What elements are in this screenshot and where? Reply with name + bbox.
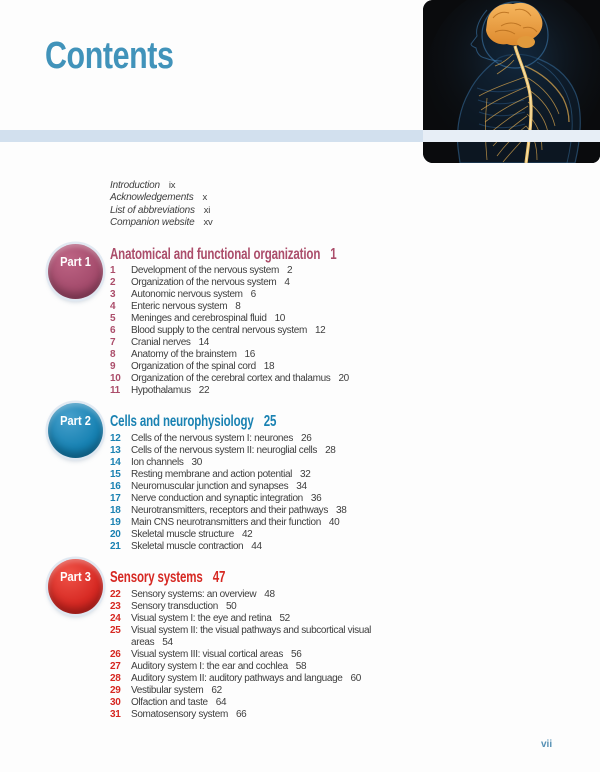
chapter-list bbox=[110, 589, 391, 721]
chapter-row bbox=[110, 541, 391, 553]
part-heading bbox=[110, 246, 337, 263]
chapter-number: 17 bbox=[110, 493, 121, 504]
chapter-row bbox=[110, 613, 391, 625]
chapter-title: Auditory system II: auditory pathways and language bbox=[131, 673, 343, 684]
part-badge-label: Part 1 bbox=[60, 254, 91, 269]
chapter-row bbox=[110, 709, 391, 721]
chapter-title: Nerve conduction and synaptic integration bbox=[131, 493, 303, 504]
chapter-page-number: 44 bbox=[251, 541, 262, 552]
chapter-row bbox=[110, 337, 391, 349]
front-matter-label: Companion website bbox=[110, 217, 195, 229]
chapter-title: Main CNS neurotransmitters and their function bbox=[131, 517, 321, 528]
chapter-row bbox=[110, 673, 391, 685]
part-page-number: 47 bbox=[212, 569, 226, 586]
chapter-row bbox=[110, 313, 391, 325]
chapter-title: Resting membrane and action potential bbox=[131, 469, 293, 480]
chapter-page-number: 20 bbox=[338, 373, 349, 384]
chapter-title: Visual system III: visual cortical areas bbox=[131, 649, 283, 660]
chapter-number: 10 bbox=[110, 373, 121, 384]
chapter-number: 27 bbox=[110, 661, 121, 672]
chapter-row bbox=[110, 517, 391, 529]
divider-bar-highlight bbox=[423, 130, 600, 142]
chapter-row bbox=[110, 649, 391, 661]
chapter-number: 15 bbox=[110, 469, 121, 480]
chapter-page-number: 8 bbox=[235, 301, 241, 312]
chapter-number: 9 bbox=[110, 361, 116, 372]
chapter-page-number: 14 bbox=[198, 337, 210, 348]
chapter-row bbox=[110, 601, 391, 613]
chapter-title: Visual system I: the eye and retina bbox=[131, 613, 272, 624]
front-matter-page-number: xv bbox=[203, 217, 213, 229]
part-1-badge bbox=[48, 244, 103, 299]
chapter-row bbox=[110, 625, 391, 649]
chapter-page-number: 4 bbox=[284, 277, 290, 288]
chapter-title: Organization of the cerebral cortex and thalamus bbox=[131, 373, 331, 384]
chapter-page-number: 22 bbox=[198, 385, 210, 396]
page-title: Contents bbox=[45, 35, 174, 77]
chapter-page-number: 6 bbox=[250, 289, 256, 300]
front-matter-item bbox=[110, 192, 213, 204]
chapter-title: Autonomic nervous system bbox=[131, 289, 243, 300]
chapter-title: Cells of the nervous system II: neuroglial cells bbox=[131, 445, 318, 456]
chapter-number: 7 bbox=[110, 337, 116, 348]
chapter-row bbox=[110, 349, 391, 361]
front-matter-label: Acknowledgements bbox=[110, 192, 194, 204]
chapter-number: 1 bbox=[110, 265, 116, 276]
front-matter-label: List of abbreviations bbox=[110, 204, 195, 216]
chapter-number: 21 bbox=[110, 541, 121, 552]
chapter-number: 23 bbox=[110, 601, 121, 612]
chapter-number: 5 bbox=[110, 313, 116, 324]
chapter-title: Neuromuscular junction and synapses bbox=[131, 481, 289, 492]
chapter-page-number: 16 bbox=[244, 349, 255, 360]
part-page-number: 1 bbox=[330, 246, 337, 263]
chapter-page-number: 18 bbox=[263, 361, 275, 372]
chapter-page-number: 48 bbox=[264, 589, 275, 600]
part-page-number: 25 bbox=[263, 413, 277, 430]
chapter-page-number: 58 bbox=[295, 661, 307, 672]
chapter-number: 22 bbox=[110, 589, 121, 600]
chapter-title: Auditory system I: the ear and cochlea bbox=[131, 661, 288, 672]
chapter-number: 13 bbox=[110, 445, 121, 456]
chapter-title: Organization of the nervous system bbox=[131, 277, 277, 288]
front-matter-page-number: x bbox=[202, 192, 208, 204]
chapter-row bbox=[110, 493, 391, 505]
front-matter-item bbox=[110, 205, 213, 217]
chapter-page-number: 52 bbox=[279, 613, 290, 624]
chapter-title: Enteric nervous system bbox=[131, 301, 228, 312]
chapter-page-number: 12 bbox=[314, 325, 326, 336]
part-heading bbox=[110, 413, 276, 430]
chapter-number: 2 bbox=[110, 277, 116, 288]
chapter-row bbox=[110, 481, 391, 493]
chapter-number: 16 bbox=[110, 481, 121, 492]
part-title: Sensory systems bbox=[110, 569, 203, 586]
front-matter-page-number: ix bbox=[168, 180, 176, 191]
chapter-title: Development of the nervous system bbox=[131, 265, 279, 276]
chapter-title: Skeletal muscle contraction bbox=[131, 541, 244, 552]
front-matter-list bbox=[110, 180, 213, 230]
chapter-page-number: 2 bbox=[286, 265, 293, 276]
cerebellum-graphic bbox=[517, 36, 535, 48]
part-badge-label: Part 2 bbox=[60, 413, 91, 428]
chapter-title: Anatomy of the brainstem bbox=[131, 349, 237, 360]
chapter-page-number: 38 bbox=[335, 505, 347, 516]
chapter-title: Meninges and cerebrospinal fluid bbox=[131, 313, 267, 324]
chapter-title: Sensory transduction bbox=[131, 601, 218, 612]
chapter-title: Skeletal muscle structure bbox=[131, 529, 234, 540]
chapter-number: 8 bbox=[110, 349, 116, 360]
chapter-title: Sensory systems: an overview bbox=[131, 589, 257, 600]
chapter-page-number: 54 bbox=[162, 637, 173, 648]
chapter-page-number: 64 bbox=[215, 697, 227, 708]
chapter-number: 30 bbox=[110, 697, 121, 708]
chapter-number: 24 bbox=[110, 613, 121, 624]
chapter-number: 31 bbox=[110, 709, 121, 720]
chapter-title: Visual system II: the visual pathways and subcortical visual areas bbox=[131, 625, 372, 648]
chapter-number: 4 bbox=[110, 301, 116, 312]
chapter-row bbox=[110, 301, 391, 313]
chapter-number: 25 bbox=[110, 625, 121, 636]
chapter-row bbox=[110, 661, 391, 673]
chapter-page-number: 30 bbox=[191, 457, 202, 468]
chapter-title: Cranial nerves bbox=[131, 337, 191, 348]
chapter-page-number: 62 bbox=[211, 685, 222, 696]
part-title: Cells and neurophysiology bbox=[110, 413, 254, 430]
chapter-number: 12 bbox=[110, 433, 121, 444]
chapter-list bbox=[110, 265, 391, 397]
chapter-page-number: 42 bbox=[241, 529, 253, 540]
part-title: Anatomical and functional organization bbox=[110, 246, 321, 263]
chapter-title: Olfaction and taste bbox=[131, 697, 208, 708]
chapter-number: 14 bbox=[110, 457, 121, 468]
chapter-page-number: 36 bbox=[310, 493, 322, 504]
chapter-page-number: 56 bbox=[291, 649, 302, 660]
part-badge-label: Part 3 bbox=[60, 569, 91, 584]
chapter-row bbox=[110, 373, 391, 385]
chapter-page-number: 34 bbox=[296, 481, 307, 492]
chapter-page-number: 60 bbox=[350, 673, 361, 684]
chapter-row bbox=[110, 685, 391, 697]
chapter-row bbox=[110, 361, 391, 373]
chapter-number: 6 bbox=[110, 325, 116, 336]
chapter-list bbox=[110, 433, 391, 553]
chapter-page-number: 10 bbox=[274, 313, 285, 324]
chapter-number: 19 bbox=[110, 517, 121, 528]
chapter-row bbox=[110, 697, 391, 709]
chapter-number: 20 bbox=[110, 529, 121, 540]
front-matter-item bbox=[110, 180, 213, 192]
chapter-title: Hypothalamus bbox=[131, 385, 191, 396]
chapter-number: 11 bbox=[110, 385, 120, 396]
chapter-number: 3 bbox=[110, 289, 116, 300]
chapter-title: Ion channels bbox=[131, 457, 184, 468]
chapter-row bbox=[110, 445, 391, 457]
part-heading bbox=[110, 569, 225, 586]
chapter-row bbox=[110, 469, 391, 481]
page-number: vii bbox=[541, 739, 553, 750]
chapter-row bbox=[110, 265, 391, 277]
front-matter-page-number: xi bbox=[203, 204, 211, 216]
chapter-title: Somatosensory system bbox=[131, 709, 228, 720]
chapter-title: Blood supply to the central nervous system bbox=[131, 325, 307, 336]
chapter-row bbox=[110, 529, 391, 541]
chapter-number: 28 bbox=[110, 673, 121, 684]
chapter-page-number: 50 bbox=[225, 601, 237, 612]
chapter-row bbox=[110, 589, 391, 601]
chapter-title: Organization of the spinal cord bbox=[131, 361, 256, 372]
front-matter-item bbox=[110, 217, 213, 229]
chapter-row bbox=[110, 289, 391, 301]
chapter-row bbox=[110, 277, 391, 289]
chapter-number: 18 bbox=[110, 505, 121, 516]
chapter-title: Vestibular system bbox=[131, 685, 204, 696]
front-matter-label: Introduction bbox=[110, 180, 160, 191]
chapter-page-number: 66 bbox=[235, 709, 247, 720]
chapter-title: Cells of the nervous system I: neurones bbox=[131, 433, 293, 444]
chapter-page-number: 26 bbox=[301, 433, 312, 444]
chapter-row bbox=[110, 325, 391, 337]
chapter-title: Neurotransmitters, receptors and their pathways bbox=[131, 505, 328, 516]
chapter-number: 29 bbox=[110, 685, 121, 696]
part-2-badge bbox=[48, 403, 103, 458]
chapter-number: 26 bbox=[110, 649, 121, 660]
chapter-row bbox=[110, 385, 391, 397]
chapter-row bbox=[110, 457, 391, 469]
part-3-badge bbox=[48, 559, 103, 614]
chapter-page-number: 28 bbox=[325, 445, 336, 456]
divider-bar bbox=[0, 130, 600, 142]
chapter-row bbox=[110, 505, 391, 517]
chapter-page-number: 40 bbox=[328, 517, 340, 528]
chapter-row bbox=[110, 433, 391, 445]
chapter-page-number: 32 bbox=[300, 469, 311, 480]
